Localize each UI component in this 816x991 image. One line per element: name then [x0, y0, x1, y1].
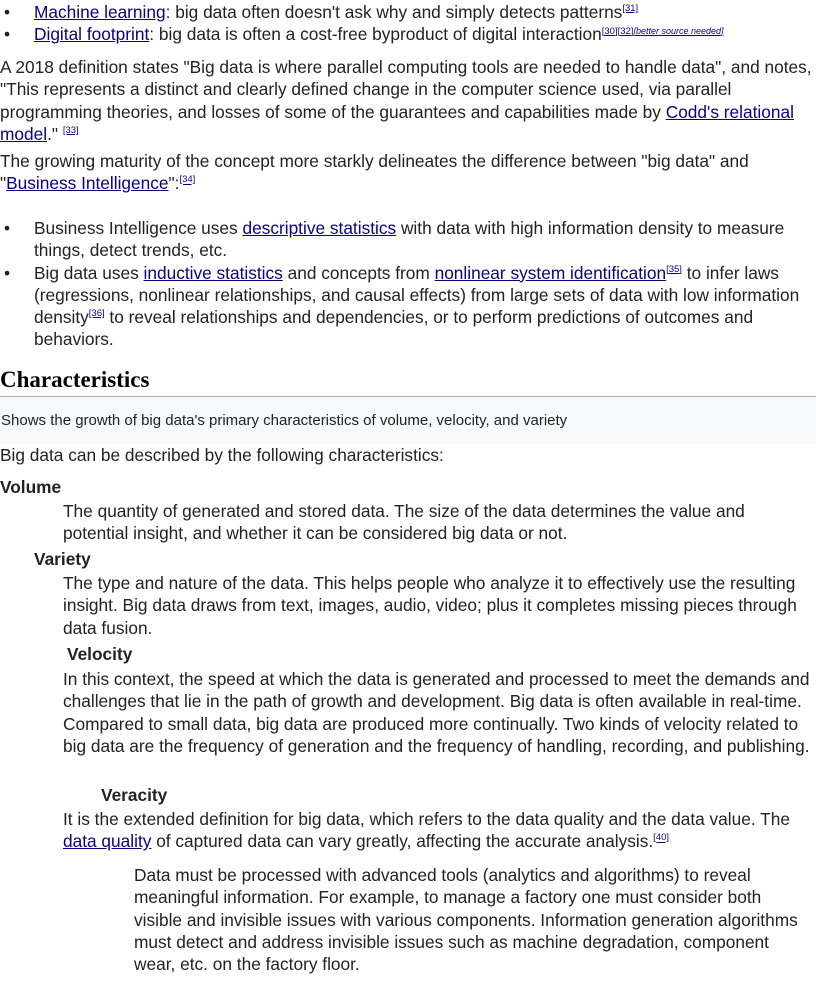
list-item [0, 1, 816, 23]
better-source-needed-link[interactable]: [better source needed] [633, 25, 724, 36]
paragraph-text: The growing maturity of the concept more starkly delineates the difference between "big data" and " [0, 151, 749, 194]
definition-velocity: In this context, the speed at which the data is generated and processed to meet the demands and challenges that lie in the path of growth and development. Big data is often available in real-time. Compared to small data, big data are produced more continually. Two kinds of velocity related to big data are the frequency of generation and the frequency of handling, recording, and publishing. [63, 669, 810, 756]
list-item-text: Business Intelligence uses [34, 218, 243, 238]
paragraph-text: ." [47, 123, 63, 144]
definition-text: It is the extended definition for big data, which refers to the data quality and the data value. The [63, 809, 790, 829]
citation-link[interactable]: [33] [62, 125, 79, 137]
descriptive-statistics-link[interactable]: descriptive statistics [242, 218, 397, 238]
list-item [0, 217, 816, 262]
paragraph-2018-definition [0, 56, 812, 145]
definition-variety: The type and nature of the data. This helps people who analyze it to effectively use the resulting insight. Big data draws from text, images, audio, video; plus it completes missing pieces through data fusion. [63, 573, 797, 638]
citation-link[interactable]: [34] [179, 174, 196, 186]
nonlinear-system-identification-link[interactable]: nonlinear system identification [434, 262, 667, 283]
citation-link[interactable]: [40] [653, 832, 670, 844]
definition-volume: The quantity of generated and stored data. The size of the data determines the value and potential insight, and whether it can be considered big data or not. [63, 501, 745, 544]
list-item-text: : big data often doesn't ask why and simply detects patterns [165, 2, 623, 22]
term-volume: Volume [0, 477, 62, 497]
characteristics-intro: Big data can be described by the following characteristics: [0, 445, 444, 465]
machine-learning-link[interactable]: Machine learning [34, 2, 166, 22]
block-quote: Data must be processed with advanced tools (analytics and algorithms) to reveal meaningful information. For example, to manage a factory one must consider both visible and invisible issues with various components. Information generation algorithms must detect and address invisible issues such as machine degradation, component wear, etc. on the factory floor. [134, 865, 798, 975]
paragraph-text: A 2018 definition states "Big data is where parallel computing tools are needed to handle data", and notes, "This represents a distinct and clearly defined change in the computer science used, via parallel programming theories, and losses of some of the guarantees and capabilities made by [0, 57, 812, 122]
top-bullet-list [0, 1, 816, 46]
bullet-icon: • [4, 262, 11, 283]
bullet-icon: • [4, 2, 11, 22]
bullet-icon: • [4, 24, 11, 45]
section-heading-characteristics: Characteristics [0, 366, 816, 397]
digital-footprint-link[interactable]: Digital footprint [34, 24, 150, 45]
term-veracity: Veracity [101, 785, 168, 805]
paragraph-text: ": [168, 173, 180, 194]
list-item-text: to reveal relationships and dependencies, or to perform predictions of outcomes and behaviors. [34, 307, 754, 350]
citation-link[interactable]: [32] [617, 25, 634, 37]
list-item [0, 23, 816, 45]
citation-link[interactable]: [36] [88, 308, 105, 320]
list-item-text: to infer laws (regressions, nonlinear relationships, and causal effects) from large sets of data with low information density [34, 262, 800, 328]
bullet-icon: • [4, 218, 11, 238]
citation-link[interactable]: [30] [601, 25, 618, 37]
list-item [0, 262, 816, 351]
term-velocity: Velocity [67, 644, 133, 664]
term-variety: Variety [34, 549, 91, 569]
list-item-text: and concepts from [282, 262, 435, 283]
citation-link[interactable]: [31] [622, 3, 639, 15]
bi-comparison-list [0, 217, 816, 351]
codds-relational-model-link[interactable]: Codd's relational model [0, 101, 794, 144]
list-item-text: Big data uses [34, 262, 144, 283]
list-item-text: : big data is often a cost-free byproduct of digital interaction [149, 24, 602, 45]
figure-caption: Shows the growth of big data's primary characteristics of volume, velocity, and variety [0, 398, 816, 444]
data-quality-link[interactable]: data quality [63, 831, 152, 852]
definition-veracity [63, 808, 813, 853]
definition-text: of captured data can vary greatly, affecting the accurate analysis. [151, 831, 654, 852]
paragraph-maturity [0, 150, 812, 195]
citation-link[interactable]: [35] [666, 263, 682, 275]
inductive-statistics-link[interactable]: inductive statistics [143, 262, 283, 283]
business-intelligence-link[interactable]: Business Intelligence [6, 173, 169, 194]
list-item-text: with data with high information density to measure things, detect trends, etc. [34, 218, 785, 261]
